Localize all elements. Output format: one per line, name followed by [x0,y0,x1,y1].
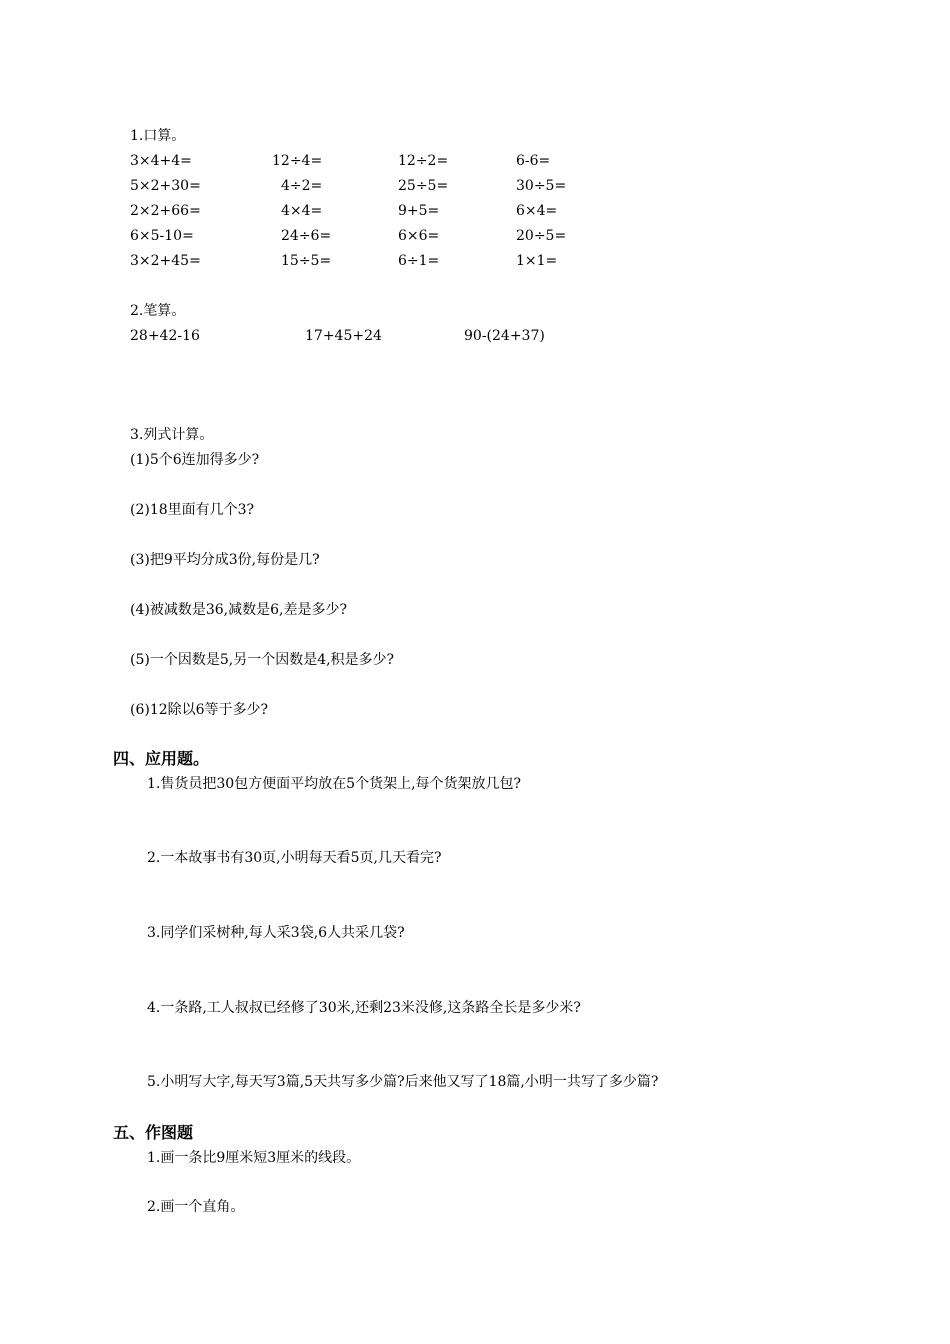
drawing-item: 2.画一个直角。 [147,1199,245,1215]
oral-calc-item: 4×4= [281,203,323,219]
formula-calc-item: (2)18里面有几个3? [130,502,255,518]
drawing-item: 1.画一条比9厘米短3厘米的线段。 [147,1150,361,1166]
oral-calc-item: 2×2+66= [130,203,201,219]
word-problem-item: 1.售货员把30包方便面平均放在5个货架上,每个货架放几包? [147,776,522,792]
formula-calc-item: (4)被减数是36,减数是6,差是多少? [130,602,347,618]
oral-calc-item: 30÷5= [516,178,567,194]
word-problem-item: 4.一条路,工人叔叔已经修了30米,还剩23米没修,这条路全长是多少米? [147,1000,581,1016]
oral-calc-item: 20÷5= [516,228,567,244]
formula-calc-item: (5)一个因数是5,另一个因数是4,积是多少? [130,652,395,668]
oral-calc-title: 1.口算。 [130,128,186,144]
oral-calc-item: 3×4+4= [130,153,192,169]
written-calc-item: 17+45+24 [305,328,382,344]
oral-calc-item: 9+5= [398,203,440,219]
oral-calc-item: 24÷6= [281,228,332,244]
word-problem-item: 5.小明写大字,每天写3篇,5天共写多少篇?后来他又写了18篇,小明一共写了多少篇? [147,1074,659,1090]
written-calc-item: 90-(24+37) [464,328,545,344]
word-problem-item: 2.一本故事书有30页,小明每天看5页,几天看完? [147,850,442,866]
oral-calc-item: 6×6= [398,228,440,244]
oral-calc-item: 6-6= [516,153,551,169]
word-problem-item: 3.同学们采树种,每人采3袋,6人共采几袋? [147,925,405,941]
written-calc-title: 2.笔算。 [130,303,186,319]
oral-calc-item: 6×5-10= [130,228,194,244]
oral-calc-item: 25÷5= [398,178,449,194]
formula-calc-item: (3)把9平均分成3份,每份是几? [130,552,320,568]
oral-calc-item: 12÷2= [398,153,449,169]
section-heading-word-problems: 四、应用题。 [113,749,210,768]
oral-calc-item: 5×2+30= [130,178,201,194]
oral-calc-item: 1×1= [516,253,558,269]
oral-calc-item: 3×2+45= [130,253,201,269]
section-heading-drawing: 五、作图题 [113,1123,194,1142]
written-calc-item: 28+42-16 [130,328,200,344]
oral-calc-item: 6÷1= [398,253,440,269]
formula-calc-item: (6)12除以6等于多少? [130,702,269,718]
oral-calc-item: 4÷2= [281,178,323,194]
oral-calc-item: 15÷5= [281,253,332,269]
oral-calc-item: 12÷4= [272,153,323,169]
oral-calc-item: 6×4= [516,203,558,219]
formula-calc-title: 3.列式计算。 [130,427,214,443]
formula-calc-item: (1)5个6连加得多少? [130,452,260,468]
